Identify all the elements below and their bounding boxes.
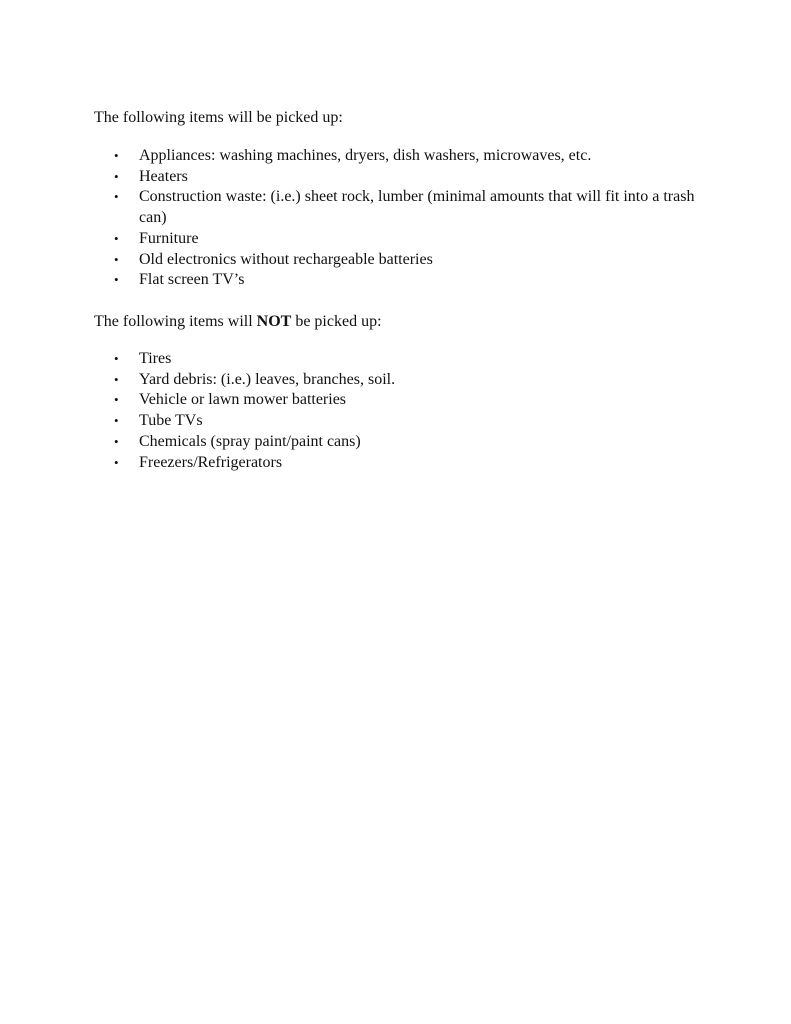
- list-item-text: Furniture: [139, 229, 199, 247]
- list-item-text: Heaters: [139, 167, 188, 185]
- list-item-text: Chemicals (spray paint/paint cans): [139, 432, 361, 450]
- list-item-text: Flat screen TV’s: [139, 271, 245, 289]
- list-item: [114, 167, 714, 188]
- list-item: [114, 370, 714, 391]
- list-item-text: Freezers/Refrigerators: [139, 453, 283, 471]
- bullet-icon: •: [114, 148, 119, 163]
- list-item: [114, 411, 714, 432]
- bullet-icon: •: [114, 413, 119, 429]
- bullet-icon: •: [114, 433, 119, 449]
- bullet-icon: •: [114, 351, 119, 366]
- list-item: [114, 453, 714, 474]
- list-item: [114, 229, 714, 250]
- not-picked-up-intro-end: be picked up:: [291, 313, 382, 330]
- list-item: [114, 432, 714, 453]
- list-item: [114, 187, 714, 228]
- list-item-text: Tube TVs: [139, 412, 203, 430]
- list-item: [114, 146, 714, 167]
- list-item-text: Old electronics without rechargeable batteries: [139, 250, 433, 268]
- list-item: [114, 270, 714, 291]
- list-item: [114, 349, 714, 370]
- not-picked-up-list: [114, 349, 714, 473]
- list-item-text: Tires: [139, 350, 172, 367]
- bullet-icon: •: [114, 392, 119, 408]
- list-item-text: Vehicle or lawn mower batteries: [139, 391, 347, 409]
- bullet-icon: •: [114, 189, 119, 205]
- list-item-text: Yard debris: (i.e.) leaves, branches, soil.: [139, 370, 396, 388]
- list-item-text: Appliances: washing machines, dryers, dish washers, microwaves, etc.: [139, 147, 592, 164]
- not-picked-up-intro-start: The following items will: [94, 313, 257, 330]
- bullet-icon: •: [114, 272, 119, 288]
- bullet-icon: •: [114, 454, 119, 470]
- list-item-text: Construction waste: (i.e.) sheet rock, lumber (minimal amounts that will fit into a trash can): [139, 188, 695, 227]
- not-emphasis: NOT: [256, 313, 292, 330]
- bullet-icon: •: [114, 251, 119, 267]
- picked-up-list: [114, 146, 714, 291]
- bullet-icon: •: [114, 168, 119, 184]
- list-item: [114, 390, 714, 411]
- picked-up-intro: The following items will be picked up:: [94, 109, 343, 126]
- bullet-icon: •: [114, 230, 119, 246]
- list-item: [114, 250, 714, 271]
- bullet-icon: •: [114, 371, 119, 387]
- not-picked-up-intro: [94, 312, 382, 332]
